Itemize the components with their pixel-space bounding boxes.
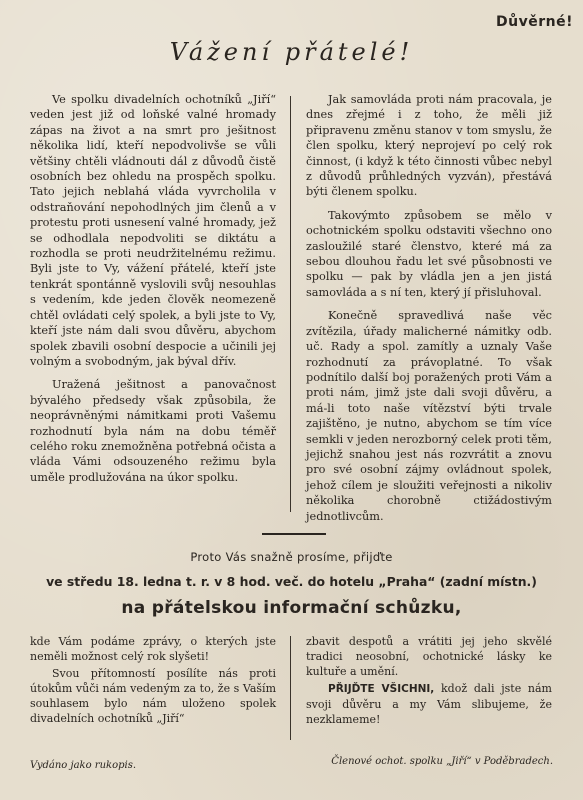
column-divider [290, 96, 291, 512]
invitation-meeting: na přátelskou informační schůzku, [121, 598, 462, 618]
call-to-action: PŘIJĎTE VŠICHNI, [328, 683, 435, 695]
top-columns [30, 92, 552, 523]
column-divider [290, 636, 291, 740]
paragraph: Takovýmto způsobem se mělo v ochotnickém spolku odstaviti všechno ono zasloužilé staré členstvo, které má za sebou dlouhou řadu let své působnosti ve spolku — pak by vládla jen a jen jistá samovláda a s ní ten, který jí přisluhoval. [306, 208, 552, 299]
paragraph: Uražená ješitnost a panovačnost bývalého předsedy však způsobila, že neoprávněnými námitkami proti Vašemu rozhodnutí byla nám na dobu téměř celého roku znemožněna potřebná očista a vláda Vámi odsouzeného režimu byla uměle prodlužována na úkor spolku. [30, 378, 276, 484]
bottom-left-column [30, 634, 276, 728]
top-left-column [30, 92, 276, 493]
paragraph: Konečně spravedlivá naše věc zvítězila, úřady malicherné námitky odb. uč. Rady a spol. zamítly a uznaly Vaše rozhodnutí za právoplatné. To však podnítilo další boj poražených proti Vám a proti nám, jimž jste dali svoji důvěru, a má-li toto naše vítězství býti trvale zajištěno, je nutno, abychom se tím více semkli v jeden nerozborný celek proti těm, jejichž snahou jest nás rozvrátit a znovu pro své osobní zájmy ovládnout spolek, jehož cílem je sloužiti veřejnosti a nikoliv několika chorobně ctižádostivým jednotlivcům. [306, 309, 552, 523]
footer-note: Vydáno jako rukopis. [30, 760, 137, 771]
section-divider [262, 533, 326, 535]
invitation-request: Proto Vás snažně prosíme, přijďte [190, 550, 393, 564]
paragraph: Jak samovláda proti nám pracovala, je dnes zřejmé i z toho, že měli již připravenu změnu stanov v tom smyslu, že člen spolku, který neprojeví po celý rok činnost, (i když k této činnosti vůbec nebyl z důvodů průhledných vyzván), přestává býti členem spolku. [306, 93, 552, 199]
confidential-mark: Důvěrné! [496, 14, 573, 30]
invitation-date-place: ve středu 18. ledna t. r. v 8 hod. več. do hotelu „Praha“ (zadní místn.) [46, 574, 537, 589]
bottom-columns [30, 634, 552, 742]
paragraph: kde Vám podáme zprávy, o kterých jste neměli možnost celý rok slyšeti! [30, 635, 276, 663]
paragraph [306, 681, 552, 727]
page-title: Vážení přátelé! [169, 38, 414, 66]
paragraph: Svou přítomností posílíte nás proti útokům vůči nám vedeným za to, že s Vaším souhlasem bylo nám uloženo spolek divadelních ochotníků „Jiří“ [30, 667, 276, 725]
top-right-column [306, 92, 552, 532]
paragraph-rest: kdož dali jste nám svoji důvěru a my Vám slibujeme, že nezklameme! [306, 682, 552, 726]
paragraph: zbavit despotů a vrátiti jej jeho skvělé tradici neosobní, ochotnické lásky ke kultuře a umění. [306, 635, 552, 678]
footer-signature: Členové ochot. spolku „Jiří“ v Poděbradech. [331, 756, 553, 767]
bottom-right-column [306, 634, 552, 729]
paragraph: Ve spolku divadelních ochotníků „Jiří“ veden jest již od loňské valné hromady zápas na život a na smrt pro ješitnost několika lidí, kteří nepodvolivše se vůli většiny chtěli vládnouti dál z důvodů čistě osobních bez ohledu na prospěch spolku. Tato jejich neblahá vláda vyvrcholila v odstraňování nepohodlných jim členů a v protestu proti usnesení valné hromady, jež se odhodlala nepodvoliti se diktátu a rozhodla se proti neudržitelnému režimu. Byli jste to Vy, vážení přátelé, kteří jste tenkrát spontánně vyslovili svůj nesouhlas s vedením, kde jeden člověk neomezeně chtěl ovládati celý spolek, a byli jste to Vy, kteří jste nám dali svou důvěru, abychom spolek zbavili osobní despocie a učinili jej volným a svobodným, jak býval dřív. [30, 93, 276, 368]
